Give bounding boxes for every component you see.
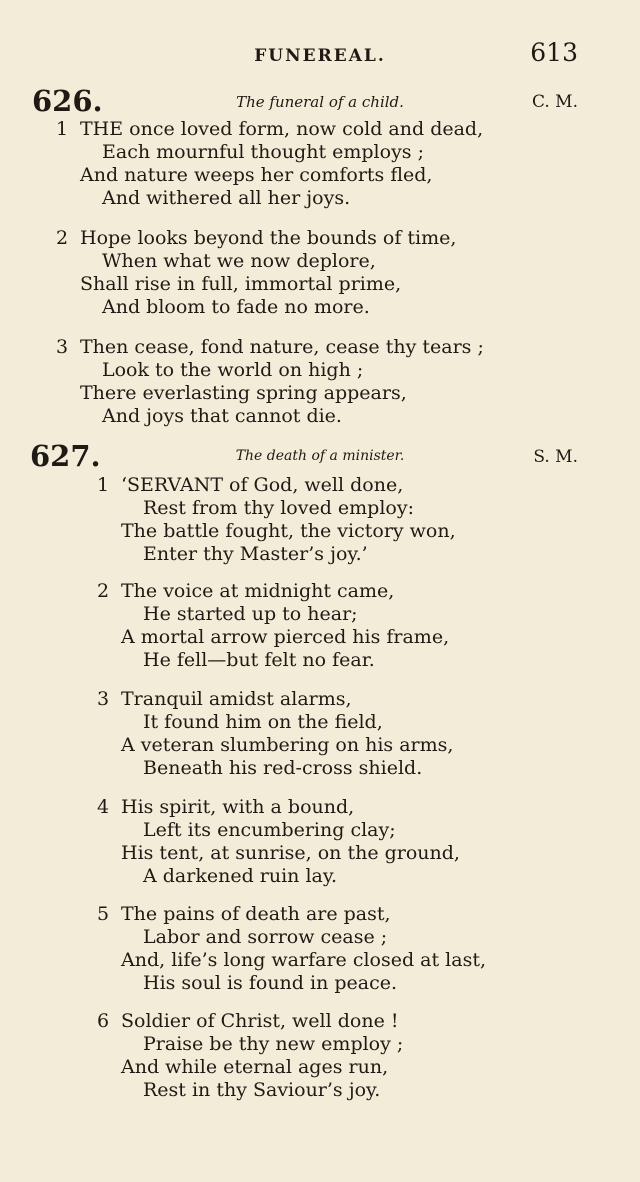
verse-line: Left its encumbering clay; (143, 819, 396, 841)
hymn-title: The funeral of a child. (236, 93, 404, 111)
verse-line: Look to the world on high ; (102, 359, 364, 381)
verse-line: The pains of death are past, (121, 903, 391, 925)
verse-line: His tent, at sunrise, on the ground, (121, 842, 460, 864)
verse-line: THE once loved form, now cold and dead, (80, 118, 484, 140)
verse-line: And withered all her joys. (102, 187, 351, 209)
verse-line: Tranquil amidst alarms, (121, 688, 352, 710)
verse-line: The battle fought, the victory won, (121, 520, 456, 542)
verse-line: There everlasting spring appears, (80, 382, 407, 404)
verse-number: 3 (56, 336, 69, 358)
verse-line: It found him on the field, (143, 711, 383, 733)
verse-line: A darkened ruin lay. (143, 865, 338, 887)
verse-number: 5 (97, 903, 110, 925)
verse-line: Then cease, fond nature, cease thy tears ; (80, 336, 484, 358)
verse-line: When what we now deplore, (102, 250, 376, 272)
verse-line: And nature weeps her comforts fled, (80, 164, 433, 186)
hymn-header (0, 441, 640, 471)
verse-number: 1 (56, 118, 69, 140)
hymn-meter: S. M. (533, 447, 578, 467)
hymn-meter: C. M. (531, 92, 578, 112)
verse-line: Praise be thy new employ ; (143, 1033, 404, 1055)
verse-line: Labor and sorrow cease ; (143, 926, 388, 948)
verse-line: Beneath his red-cross shield. (143, 757, 423, 779)
verse-number: 3 (97, 688, 110, 710)
verse-line: His spirit, with a bound, (121, 796, 355, 818)
verse-line: Each mournful thought employs ; (102, 141, 424, 163)
verse-number: 6 (97, 1010, 110, 1032)
verse-line: And bloom to fade no more. (102, 296, 370, 318)
hymn-number: 626. (32, 84, 103, 118)
verse-number: 2 (97, 580, 110, 602)
verse-line: Rest from thy loved employ: (143, 497, 415, 519)
page-number: 613 (530, 38, 578, 67)
running-head: FUNEREAL. (254, 46, 386, 66)
hymn-header (0, 86, 640, 116)
verse-number: 1 (97, 474, 110, 496)
verse-line: Shall rise in full, immortal prime, (80, 273, 402, 295)
verse-line: The voice at midnight came, (121, 580, 395, 602)
verse-line: He fell—but felt no fear. (143, 649, 375, 671)
verse-line: Soldier of Christ, well done ! (121, 1010, 399, 1032)
verse-line: And, life’s long warfare closed at last, (121, 949, 486, 971)
hymn-number: 627. (30, 439, 101, 473)
verse-number: 2 (56, 227, 69, 249)
verse-line: Rest in thy Saviour’s joy. (143, 1079, 381, 1101)
verse-number: 4 (97, 796, 110, 818)
verse-line: A veteran slumbering on his arms, (121, 734, 454, 756)
verse-line: And joys that cannot die. (102, 405, 342, 427)
hymn-title: The death of a minister. (235, 448, 405, 464)
verse-line: Enter thy Master’s joy.’ (143, 543, 368, 565)
verse-line: A mortal arrow pierced his frame, (121, 626, 450, 648)
verse-line: His soul is found in peace. (143, 972, 398, 994)
verse-line: And while eternal ages run, (121, 1056, 389, 1078)
verse-line: He started up to hear; (143, 603, 358, 625)
verse-line: Hope looks beyond the bounds of time, (80, 227, 457, 249)
verse-line: ‘SERVANT of God, well done, (121, 474, 404, 496)
